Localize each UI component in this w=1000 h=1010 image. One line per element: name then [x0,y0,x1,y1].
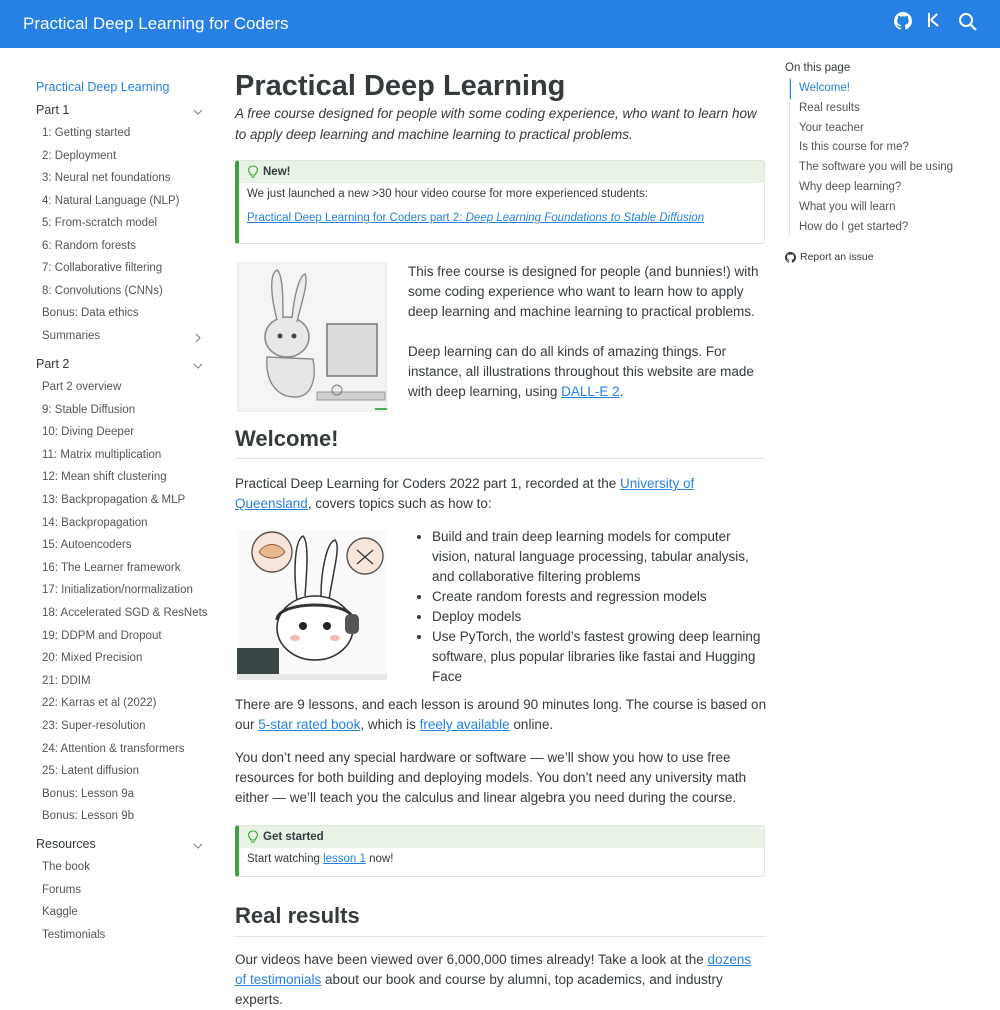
lessons-paragraph [235,695,770,735]
lesson-1-link[interactable]: lesson 1 [323,853,366,865]
search-icon[interactable] [958,12,978,32]
sidebar-item[interactable]: 22: Karras et al (2022) [42,697,157,710]
sidebar-section-resources[interactable]: Resources [36,837,96,851]
book-link[interactable]: 5-star rated book [258,717,361,732]
lightbulb-icon [247,165,259,179]
sidebar-item[interactable]: 11: Matrix multiplication [42,448,162,461]
text-span: , which is [360,717,420,732]
sidebar-item[interactable]: 23: Super-resolution [42,720,146,732]
sidebar-item[interactable]: 15: Autoencoders [42,539,132,552]
sidebar-item[interactable]: 16: The Learner framework [42,561,181,574]
intro-paragraph-1: This free course is designed for people (and bunnies!) with some coding experience who want to learn how to apply deep learning and machine learning to practical problems. [408,264,759,319]
uq-link[interactable]: University of Queensland [235,476,695,511]
report-issue-link[interactable] [785,251,874,263]
callout-title: Get started [263,831,324,843]
section-divider [235,458,765,459]
page-title: Practical Deep Learning [235,70,566,102]
page-subtitle: A free course designed for people with some coding experience, who want to learn how to apply deep learning and machine learning to practical problems. [235,106,757,142]
intro-paragraph-2 [408,342,765,402]
sidebar-home-link[interactable]: Practical Deep Learning [36,80,170,94]
sidebar-item[interactable]: 8: Convolutions (CNNs) [42,284,163,297]
sidebar-item-summaries[interactable]: Summaries [42,330,101,342]
text-span: Our videos have been viewed over 6,000,000 times already! Take a look at the [235,952,708,967]
text-span: now! [365,853,394,865]
sidebar-item[interactable]: Bonus: Lesson 9b [42,810,135,823]
bunny-at-computer-illustration [237,262,387,412]
freely-available-link[interactable]: freely available [419,717,510,732]
sidebar [0,48,215,1000]
toc-item-welcome[interactable]: Welcome! [799,82,850,94]
text-span: about our book and course by alumni, top academics, and industry experts. [235,972,723,1007]
sidebar-item[interactable]: 19: DDPM and Dropout [42,629,162,642]
sidebar-item[interactable]: Testimonials [42,929,106,941]
callout-get-started [235,825,765,877]
site-title[interactable]: Practical Deep Learning for Coders [23,14,289,33]
callout-new [235,160,765,244]
sidebar-item[interactable]: 10: Diving Deeper [42,426,135,439]
welcome-paragraph [235,474,770,514]
toc-list [789,79,953,237]
sidebar-item[interactable]: 21: DDIM [42,674,91,687]
sidebar-item[interactable]: Bonus: Data ethics [42,307,139,319]
text-span: , covers topics such as how to: [307,496,492,511]
link-text-italic: Deep Learning Foundations to Stable Diffusion [465,212,705,224]
sidebar-item[interactable]: The book [42,861,90,873]
sidebar-item[interactable]: 13: Backpropagation & MLP [42,494,186,506]
toc-item[interactable]: The software you will be using [799,161,954,174]
sidebar-item[interactable]: 2: Deployment [42,149,117,162]
text-span: There are 9 lessons, and each lesson is around 90 minutes long. The course is based on our [235,697,767,732]
sidebar-item[interactable]: 4: Natural Language (NLP) [42,194,180,207]
chevron-down-icon[interactable] [193,107,203,117]
sidebar-item[interactable]: 1: Getting started [42,127,131,139]
text-span: Start watching [247,853,324,865]
bunny-with-headphones-illustration [237,530,387,680]
report-issue-label: Report an issue [800,251,874,263]
top-navbar [0,0,1000,48]
sidebar-item[interactable]: 20: Mixed Precision [42,652,143,665]
sidebar-item[interactable]: 7: Collaborative filtering [42,262,163,274]
github-icon[interactable] [894,12,914,32]
toc-item[interactable]: Your teacher [799,121,864,134]
sidebar-section-part-2[interactable]: Part 2 [36,357,70,371]
text-span: Deep learning can do all kinds of amazing things. For instance, all illustrations throughout this website are made with deep learning, using [408,344,754,399]
sidebar-item[interactable]: 24: Attention & transformers [42,742,185,755]
testimonials-link[interactable]: dozens of testimonials [235,952,752,987]
toc-title: On this page [785,62,851,74]
link-text: Practical Deep Learning for Coders part 2: [247,212,466,224]
sidebar-section-part-1[interactable]: Part 1 [36,103,70,117]
sidebar-item[interactable]: 25: Latent diffusion [42,765,139,778]
toc-item[interactable]: How do I get started? [799,220,909,233]
sidebar-item[interactable]: Kaggle [42,906,78,919]
sidebar-item[interactable]: 17: Initialization/normalization [42,584,193,597]
kaggle-icon[interactable] [926,12,946,32]
text-span: Practical Deep Learning for Coders 2022 part 1, recorded at the [235,476,620,491]
real-results-heading: Real results [235,903,360,928]
list-item: • Build and train deep learning models for computer vision, natural language processing, tabular analysis, and collaborative filtering problems [432,527,765,587]
topics-list [416,527,765,687]
toc-item[interactable]: Real results [799,101,860,114]
results-paragraph [235,950,765,1010]
sidebar-item[interactable]: 3: Neural net foundations [42,172,171,184]
callout-text: We just launched a new >30 hour video course for more experienced students: [247,188,648,200]
toc-item[interactable]: Is this course for me? [799,141,909,154]
text-span: online. [509,717,554,732]
sidebar-item[interactable]: 6: Random forests [42,239,136,252]
chevron-down-icon[interactable] [193,841,203,851]
text-span: . [619,384,624,399]
sidebar-item[interactable]: Forums [42,883,81,896]
sidebar-item[interactable]: Part 2 overview [42,381,122,393]
lightbulb-icon [247,830,259,844]
list-item: • Use PyTorch, the world’s fastest growing deep learning software, plus popular libraries like fastai and Hugging Face [432,627,765,687]
chevron-right-icon[interactable] [193,333,203,343]
github-icon [785,252,796,263]
dalle-link[interactable]: DALL-E 2 [561,384,620,399]
toc-item[interactable]: Why deep learning? [799,180,902,193]
sidebar-item[interactable]: 14: Backpropagation [42,516,148,529]
toc-item[interactable]: What you will learn [799,200,896,213]
hardware-paragraph: You don’t need any special hardware or software — we’ll show you how to use free resources for both building and deploying models. You don’t need any university math either — we’ll teach you the calculus and linear algebra you need during the course. [235,750,747,805]
list-item: • Deploy models [432,607,765,627]
callout-title: New! [263,166,291,178]
sidebar-item[interactable]: 9: Stable Diffusion [42,403,136,416]
sidebar-item[interactable]: 5: From-scratch model [42,217,158,229]
welcome-heading: Welcome! [235,426,339,451]
part2-course-link[interactable] [247,212,704,224]
list-item: • Create random forests and regression models [432,587,765,607]
sidebar-item[interactable]: 12: Mean shift clustering [42,471,167,484]
sidebar-item[interactable]: Bonus: Lesson 9a [42,787,135,800]
sidebar-item[interactable]: 18: Accelerated SGD & ResNets [42,607,208,619]
chevron-down-icon[interactable] [193,361,203,371]
section-divider [235,936,765,937]
